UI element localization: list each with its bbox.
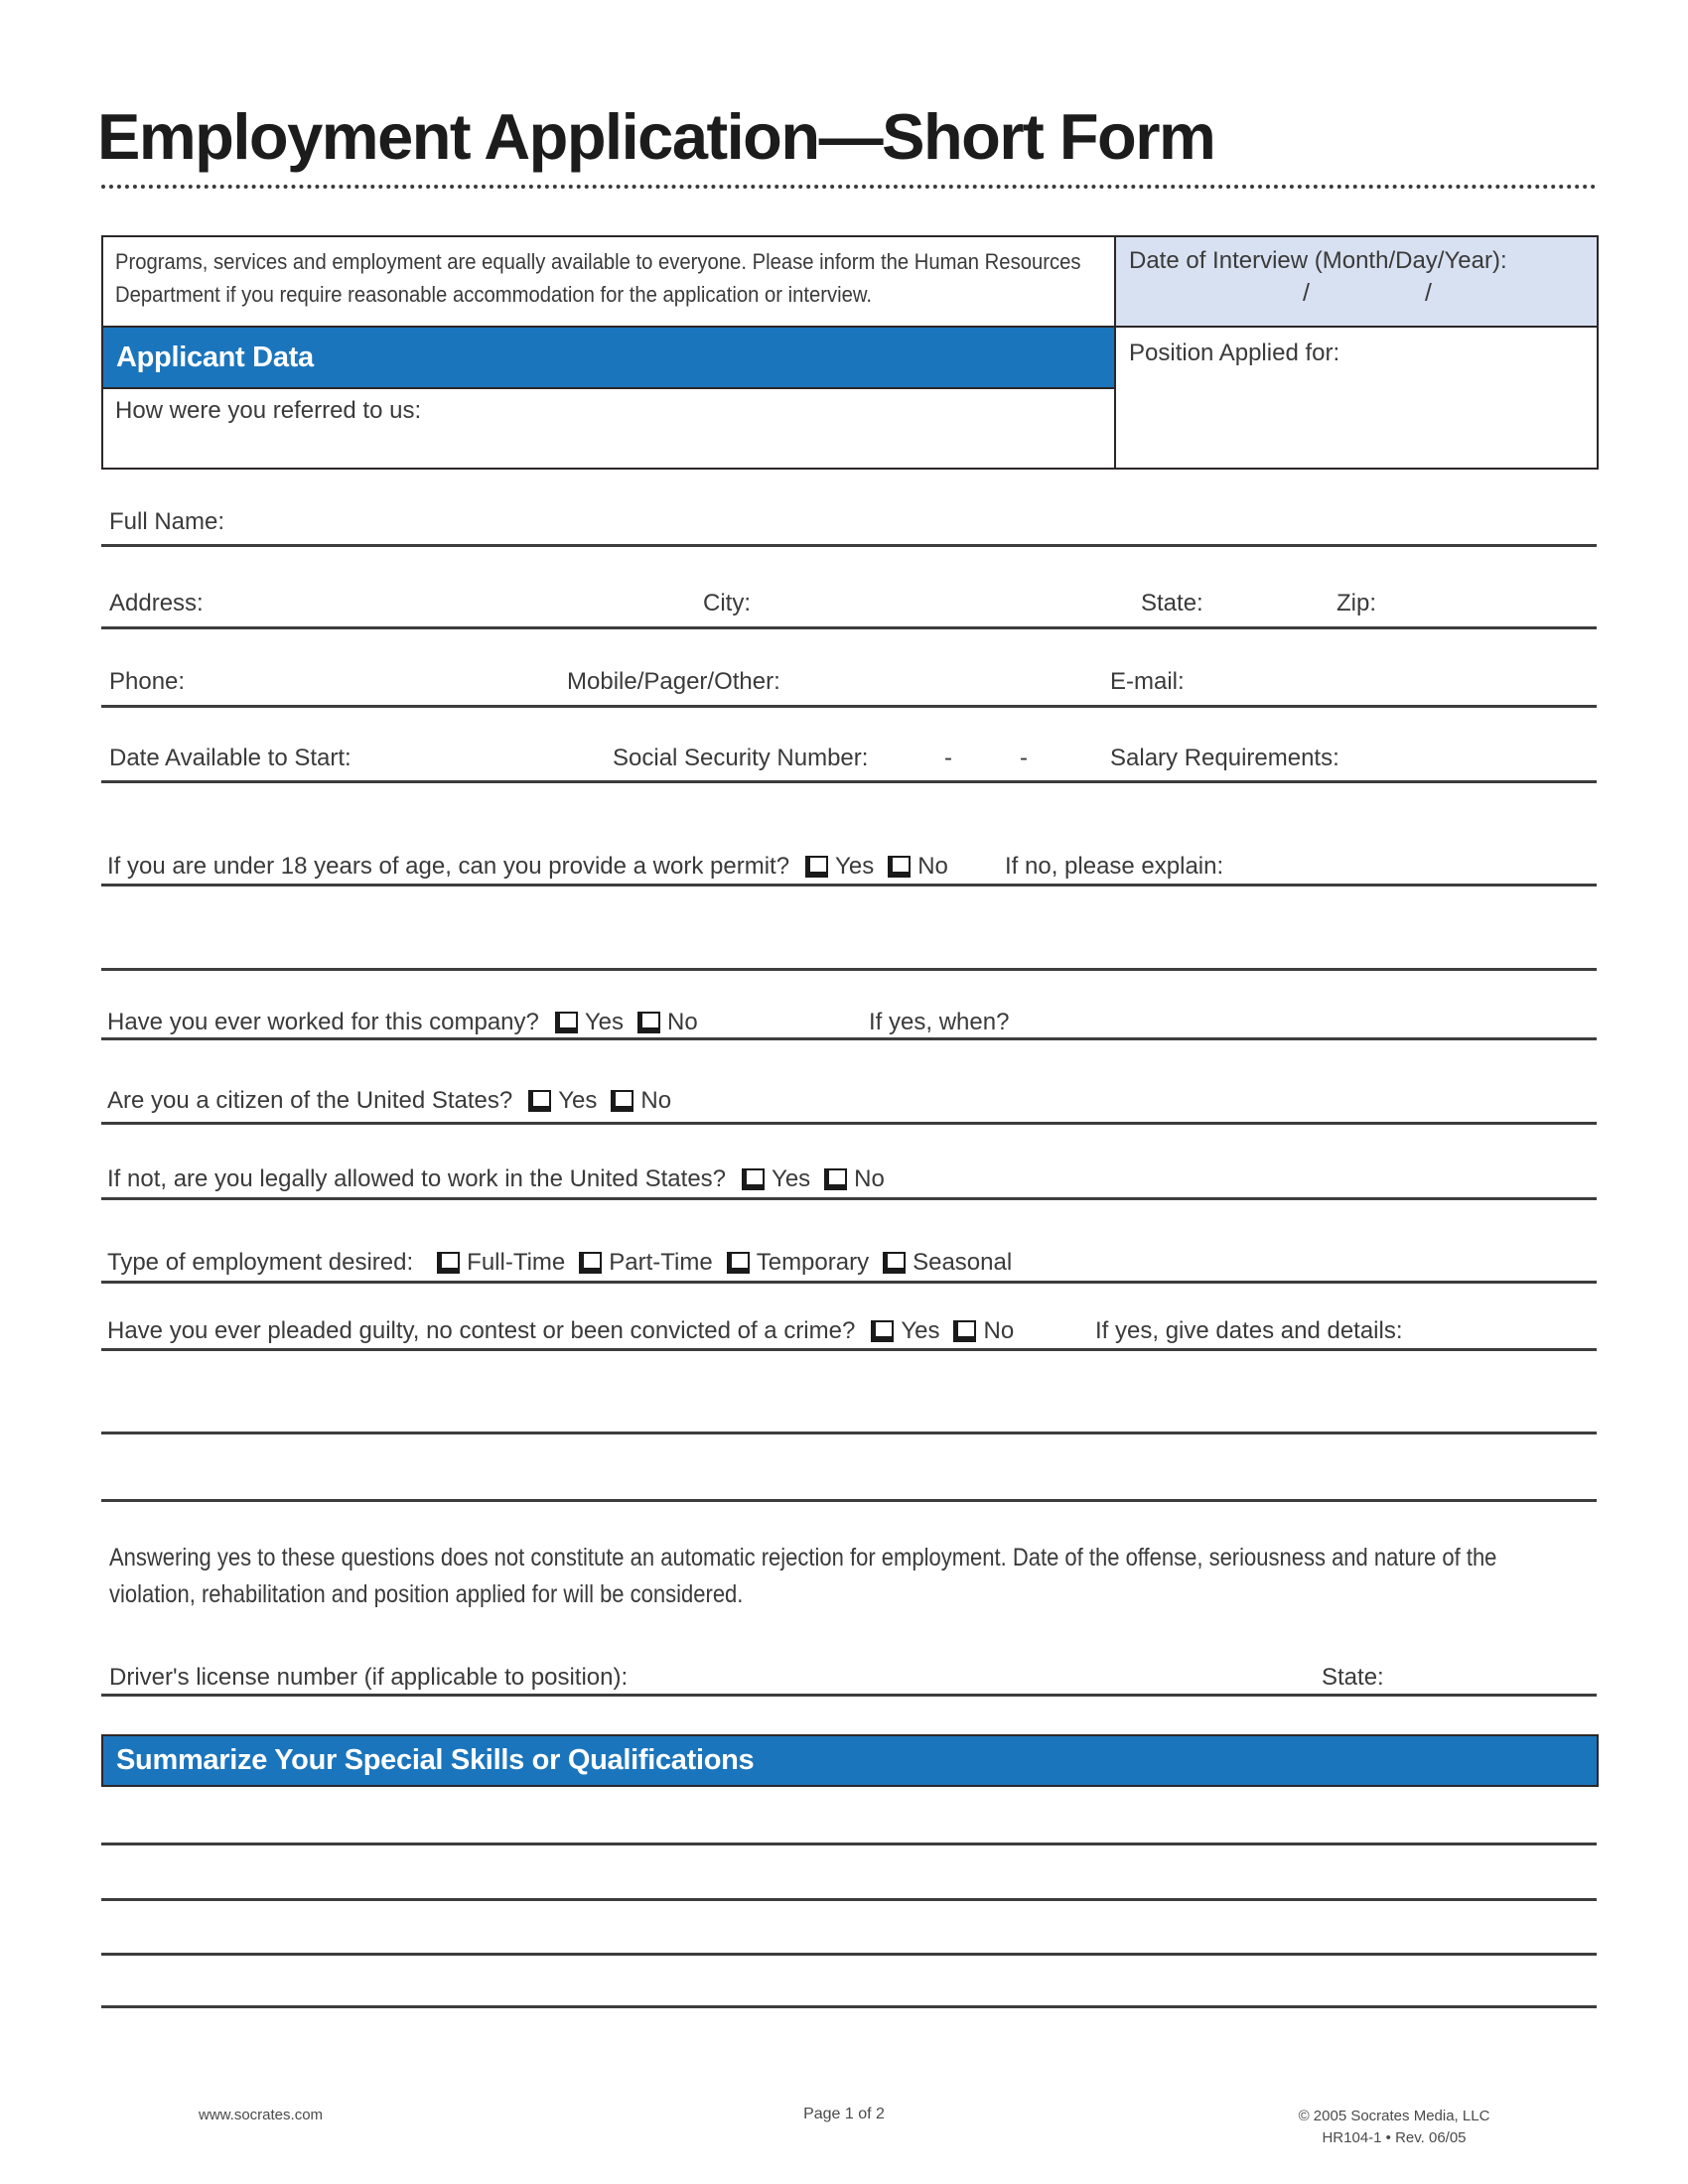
worked-before-when-label: If yes, when? <box>869 1009 1010 1035</box>
crime-details-line-2[interactable] <box>101 1499 1597 1502</box>
full-time-checkbox[interactable] <box>437 1252 460 1274</box>
referred-label: How were you referred to us: <box>115 397 422 424</box>
citizen-yes-label: Yes <box>558 1087 598 1114</box>
worked-before-no-checkbox[interactable] <box>637 1012 660 1033</box>
crime-question: Have you ever pleaded guilty, no contest or been convicted of a crime? <box>107 1317 856 1344</box>
seasonal-checkbox[interactable] <box>883 1252 906 1274</box>
worked-before-question: Have you ever worked for this company? <box>107 1009 539 1035</box>
legal-no-label: No <box>854 1165 885 1192</box>
legal-input-line[interactable] <box>101 1197 1597 1200</box>
citizen-question: Are you a citizen of the United States? <box>107 1087 513 1114</box>
date-slash-2: / <box>1425 279 1432 307</box>
date-slash-1: / <box>1303 279 1310 307</box>
full-name-input-line[interactable] <box>101 544 1597 547</box>
footer-page-number: Page 1 of 2 <box>803 2106 885 2122</box>
footer-revision: HR104-1 • Rev. 06/05 <box>1322 2129 1467 2146</box>
full-time-label: Full-Time <box>467 1249 566 1276</box>
drivers-license-state-label: State: <box>1322 1664 1384 1691</box>
drivers-license-input-line[interactable] <box>101 1694 1597 1697</box>
date-of-interview-label: Date of Interview (Month/Day/Year): <box>1129 247 1507 274</box>
footer-copyright-block <box>1295 2106 1493 2149</box>
footer-copyright: © 2005 Socrates Media, LLC <box>1298 2108 1490 2124</box>
zip-label: Zip: <box>1336 590 1377 616</box>
city-label: City: <box>703 590 751 616</box>
skills-line-1[interactable] <box>101 1843 1597 1845</box>
citizen-question-row <box>107 1086 1597 1116</box>
drivers-license-label: Driver's license number (if applicable to position): <box>109 1664 629 1691</box>
address-label: Address: <box>109 590 204 616</box>
seasonal-label: Seasonal <box>913 1249 1013 1276</box>
legal-question: If not, are you legally allowed to work in the United States? <box>107 1165 727 1192</box>
skills-line-4[interactable] <box>101 2005 1597 2008</box>
work-permit-no-checkbox[interactable] <box>888 856 911 878</box>
ssn-dash-1: - <box>944 745 952 771</box>
crime-note-line-2: violation, rehabilitation and position applied for will be considered. <box>109 1580 744 1608</box>
header-table <box>101 235 1599 470</box>
page-title: Employment Application—Short Form <box>97 100 1215 173</box>
referred-input[interactable] <box>103 389 1116 468</box>
part-time-checkbox[interactable] <box>579 1252 602 1274</box>
ssn-dash-2: - <box>1020 745 1028 771</box>
skills-section-heading: Summarize Your Special Skills or Qualifications <box>116 1744 755 1776</box>
citizen-yes-checkbox[interactable] <box>528 1090 551 1112</box>
equal-opportunity-notice-cell <box>103 237 1116 328</box>
crime-no-checkbox[interactable] <box>953 1320 976 1342</box>
skills-section-bar <box>101 1734 1599 1787</box>
part-time-label: Part-Time <box>609 1249 713 1276</box>
legal-question-row <box>107 1164 1597 1194</box>
crime-yes-checkbox[interactable] <box>871 1320 894 1342</box>
crime-note-line-1: Answering yes to these questions does not constitute an automatic rejection for employment. Date of the offense, seriousness and nature of the <box>109 1544 1497 1571</box>
applicant-data-section-bar <box>103 328 1116 387</box>
citizen-input-line[interactable] <box>101 1122 1597 1125</box>
date-available-label: Date Available to Start: <box>109 745 352 771</box>
legal-no-checkbox[interactable] <box>824 1168 847 1190</box>
state-label: State: <box>1141 590 1203 616</box>
employment-type-label: Type of employment desired: <box>107 1249 414 1276</box>
work-permit-input-line[interactable] <box>101 884 1597 887</box>
phone-label: Phone: <box>109 668 186 695</box>
title-divider-dotted <box>101 185 1597 189</box>
crime-no-label: No <box>983 1317 1015 1344</box>
phone-input-line[interactable] <box>101 705 1597 708</box>
temporary-label: Temporary <box>756 1249 870 1276</box>
mobile-label: Mobile/Pager/Other: <box>567 668 780 695</box>
address-input-line[interactable] <box>101 626 1597 629</box>
work-permit-yes-checkbox[interactable] <box>805 856 828 878</box>
work-permit-question-row <box>107 852 1597 882</box>
skills-line-3[interactable] <box>101 1953 1597 1956</box>
legal-yes-label: Yes <box>772 1165 811 1192</box>
full-name-label: Full Name: <box>109 508 225 535</box>
date-of-interview-input[interactable] <box>1116 237 1597 328</box>
worked-before-input-line[interactable] <box>101 1037 1597 1040</box>
worked-before-question-row <box>107 1008 1597 1037</box>
availability-input-line[interactable] <box>101 780 1597 783</box>
crime-details-line-1[interactable] <box>101 1432 1597 1434</box>
crime-details-label: If yes, give dates and details: <box>1095 1317 1403 1344</box>
ssn-label: Social Security Number: <box>613 745 869 771</box>
work-permit-no-label: No <box>917 853 948 880</box>
citizen-no-checkbox[interactable] <box>611 1090 633 1112</box>
equal-opportunity-notice: Programs, services and employment are equally available to everyone. Please inform the Human Resources Department if you require reasonable accommodation for the application or interview. <box>115 249 1081 307</box>
worked-before-yes-label: Yes <box>584 1009 625 1035</box>
employment-type-input-line[interactable] <box>101 1281 1597 1284</box>
temporary-checkbox[interactable] <box>727 1252 750 1274</box>
applicant-data-heading: Applicant Data <box>116 341 314 373</box>
crime-question-row <box>107 1316 1597 1346</box>
legal-yes-checkbox[interactable] <box>742 1168 765 1190</box>
work-permit-question: If you are under 18 years of age, can you provide a work permit? <box>107 853 790 880</box>
crime-input-line[interactable] <box>101 1348 1597 1351</box>
email-label: E-mail: <box>1110 668 1185 695</box>
work-permit-yes-label: Yes <box>835 853 875 880</box>
worked-before-no-label: No <box>667 1009 698 1035</box>
work-permit-explain-label: If no, please explain: <box>1005 853 1224 880</box>
position-applied-input[interactable] <box>1116 330 1597 468</box>
work-permit-explain-line[interactable] <box>101 968 1597 971</box>
crime-yes-label: Yes <box>901 1317 940 1344</box>
position-applied-label: Position Applied for: <box>1129 340 1340 366</box>
footer-website: www.socrates.com <box>199 2107 324 2123</box>
worked-before-yes-checkbox[interactable] <box>555 1012 578 1033</box>
salary-label: Salary Requirements: <box>1110 745 1339 771</box>
employment-type-row <box>107 1248 1597 1278</box>
citizen-no-label: No <box>640 1087 672 1114</box>
skills-line-2[interactable] <box>101 1898 1597 1901</box>
